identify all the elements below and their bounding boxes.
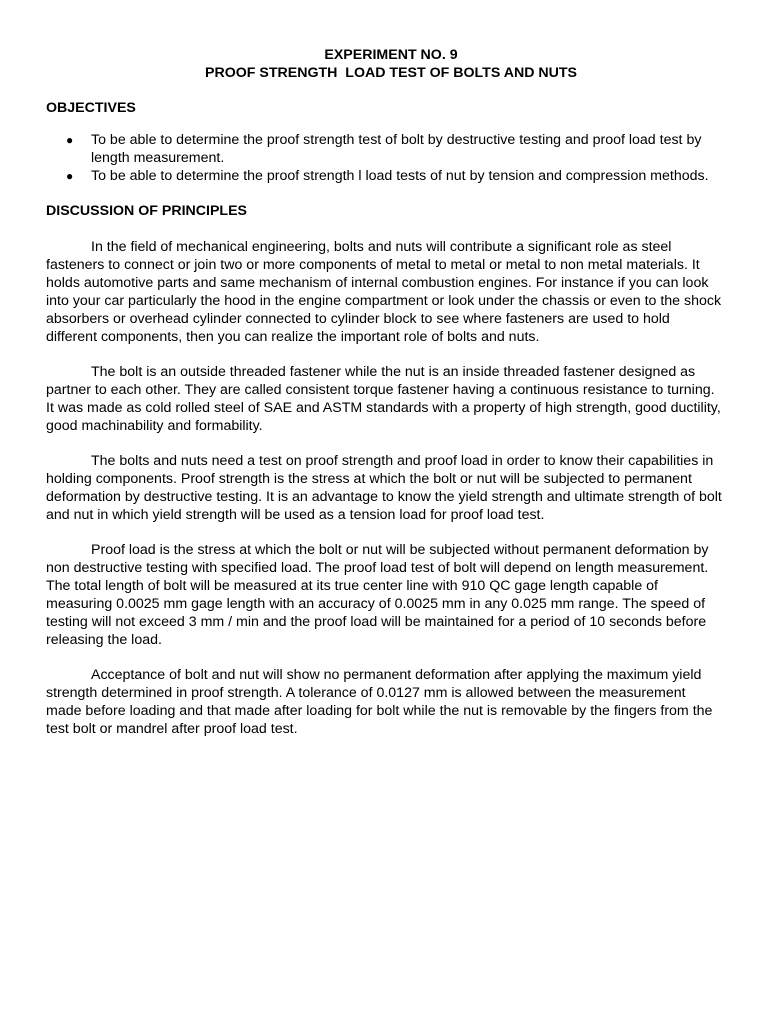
discussion-paragraph: Proof load is the stress at which the bolt or nut will be subjected without permanent deformation by non destructive testing with specified load. The proof load test of bolt will depend on length measurement. The total length of bolt will be measured at its true center line with 910 QC gage length capable of measuring 0.0025 mm gage length with an accuracy of 0.0025 mm in any 0.025 mm range. The speed of testing will not exceed 3 mm / min and the proof load will be maintained for a period of 10 seconds before releasing the load. [46,542,709,648]
discussion-paragraph: Acceptance of bolt and nut will show no permanent deformation after applying the maximum yield strength determined in proof strength. A tolerance of 0.0127 mm is allowed between the measurement made before loading and that made after loading for bolt while the nut is removable by the fingers from the test bolt or mandrel after proof load test. [46,667,713,737]
objective-text: To be able to determine the proof strength l load tests of nut by tension and compression methods. [91,168,709,184]
discussion-heading: DISCUSSION OF PRINCIPLES [46,203,248,219]
bullet-icon: ● [66,169,74,183]
objective-item [46,131,722,167]
discussion-paragraph: The bolts and nuts need a test on proof strength and proof load in order to know their capabilities in holding components. Proof strength is the stress at which the bolt or nut will be subjected to permanent deformation by destructive testing. It is an advantage to know the yield strength and ultimate strength of bolt and nut in which yield strength will be used as a tension load for proof load test. [46,453,722,523]
objective-item [46,167,722,185]
objectives-heading: OBJECTIVES [46,100,136,116]
objective-text: To be able to determine the proof strength test of bolt by destructive testing and proof load test by length measurement. [91,132,702,166]
discussion-paragraph: The bolt is an outside threaded fastener while the nut is an inside threaded fastener designed as partner to each other. They are called consistent torque fastener having a continuous resistance to turning. It was made as cold rolled steel of SAE and ASTM standards with a property of high strength, good ductility, good machinability and formability. [46,364,721,434]
bullet-icon: ● [66,133,74,147]
objectives-list [46,131,722,185]
experiment-number: EXPERIMENT NO. 9 [324,47,458,63]
document-page [46,46,722,738]
experiment-title: PROOF STRENGTH LOAD TEST OF BOLTS AND NUTS [204,65,578,81]
document-header [60,46,722,82]
discussion-paragraph: In the field of mechanical engineering, bolts and nuts will contribute a significant role as steel fasteners to connect or join two or more components of metal to metal or metal to non metal materials. It holds automotive parts and same mechanism of internal combustion engines. For instance if you can look into your car particularly the hood in the engine compartment or look under the chassis or even to the shock absorbers or overhead cylinder connected to cylinder block to see where fasteners are used to hold different components, then you can realize the important role of bolts and nuts. [46,239,722,345]
